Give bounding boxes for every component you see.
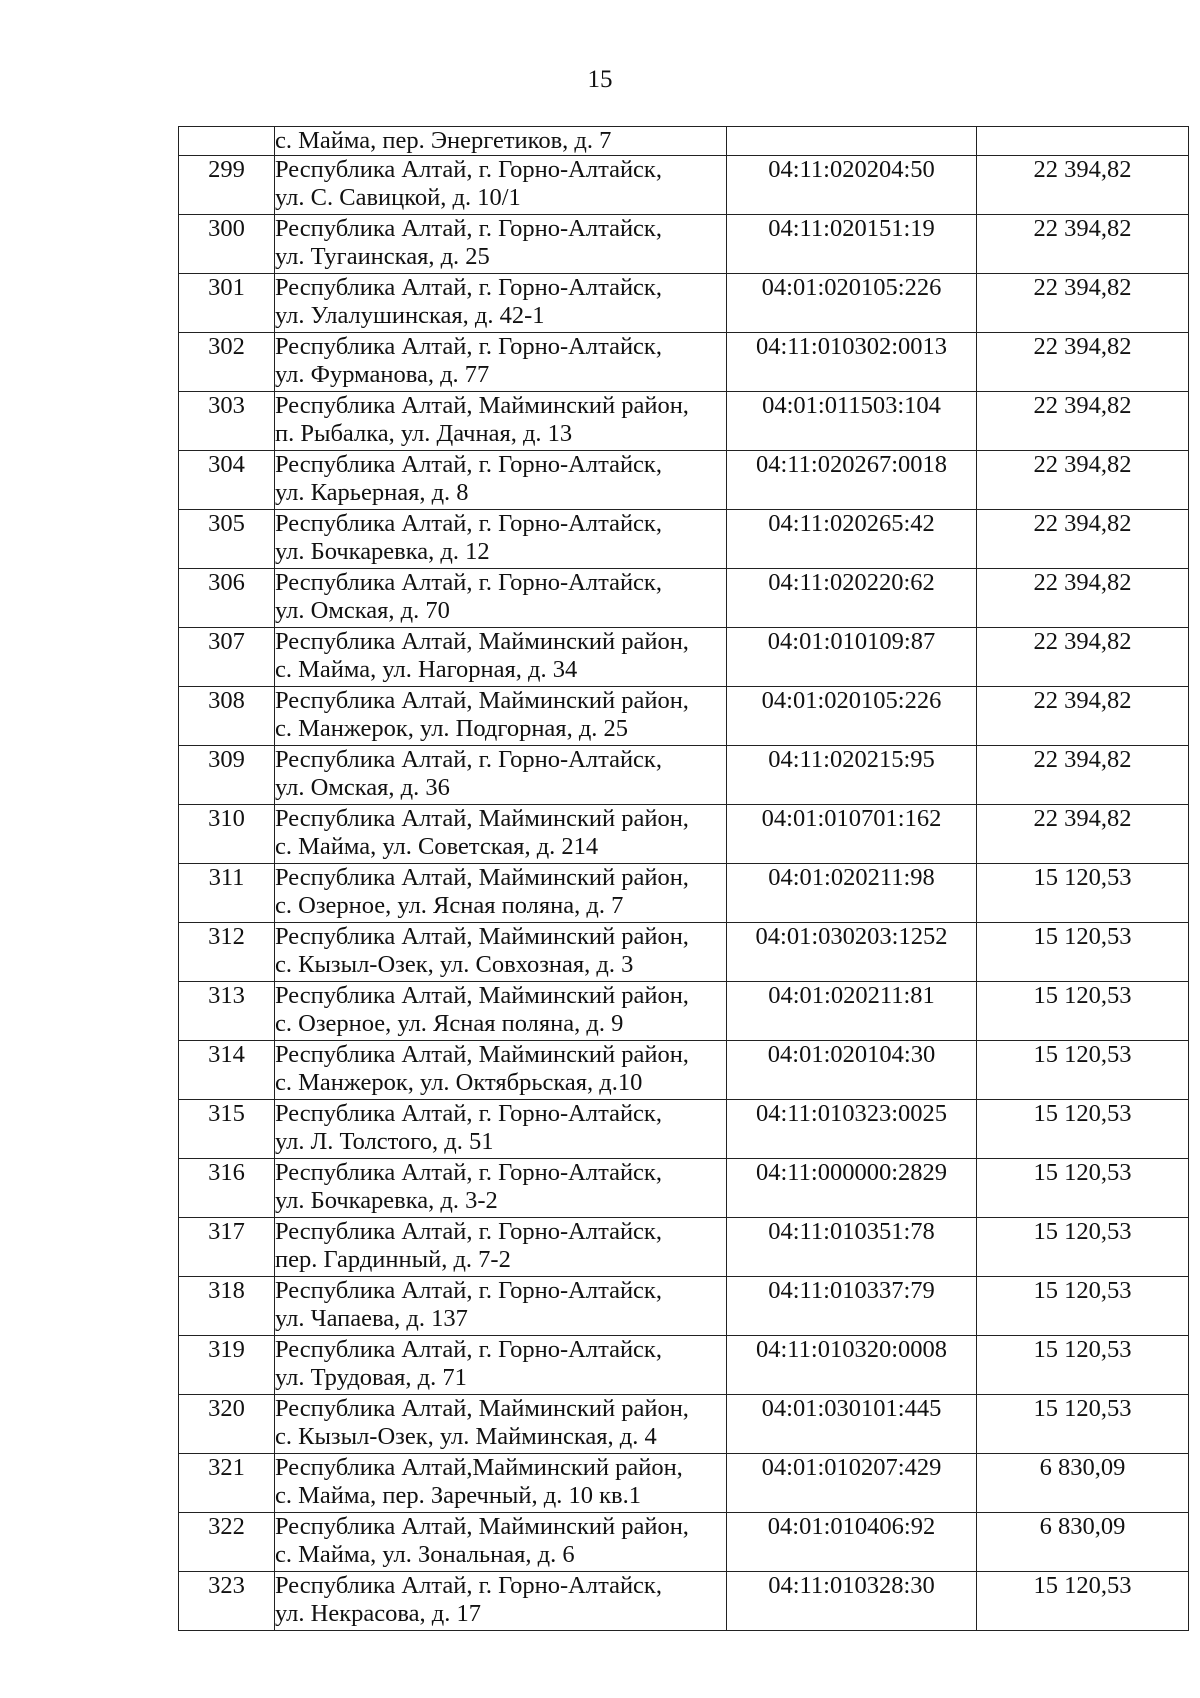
- row-number-cell: 307: [179, 628, 275, 687]
- cost-cell: 22 394,82: [977, 805, 1189, 864]
- row-number-cell: 318: [179, 1277, 275, 1336]
- cost-cell: 22 394,82: [977, 687, 1189, 746]
- cadastral-number-cell: 04:11:020220:62: [727, 569, 977, 628]
- row-number-cell: 311: [179, 864, 275, 923]
- row-number-cell: 308: [179, 687, 275, 746]
- table-row: [179, 864, 1189, 923]
- address-cell: [275, 569, 727, 628]
- table-row: [179, 392, 1189, 451]
- address-line-2: ул. Омская, д. 36: [275, 774, 450, 801]
- property-table: [178, 126, 1189, 1631]
- address-line-1: Республика Алтай, г. Горно-Алтайск,: [275, 274, 662, 301]
- cadastral-number-cell: 04:11:020204:50: [727, 156, 977, 215]
- address-cell: [275, 1277, 727, 1336]
- row-number-cell: 315: [179, 1100, 275, 1159]
- address-cell: [275, 746, 727, 805]
- address-line-2: с. Кызыл-Озек, ул. Майминская, д. 4: [275, 1423, 657, 1450]
- cost-cell: 6 830,09: [977, 1513, 1189, 1572]
- row-number-cell: 305: [179, 510, 275, 569]
- address-cell: [275, 215, 727, 274]
- address-line-2: пер. Гардинный, д. 7-2: [275, 1246, 511, 1273]
- cadastral-number-cell: 04:01:020105:226: [727, 274, 977, 333]
- cost-cell: 22 394,82: [977, 156, 1189, 215]
- table-row: [179, 805, 1189, 864]
- address-line-1: Республика Алтай, Майминский район,: [275, 864, 689, 891]
- address-line-1: Республика Алтай, Майминский район,: [275, 923, 689, 950]
- address-line-2: ул. Трудовая, д. 71: [275, 1364, 467, 1391]
- address-cell: [275, 864, 727, 923]
- table-row: [179, 1159, 1189, 1218]
- address-line: с. Майма, пер. Энергетиков, д. 7: [275, 127, 612, 154]
- table-row: [179, 982, 1189, 1041]
- address-line-2: с. Манжерок, ул. Подгорная, д. 25: [275, 715, 629, 742]
- address-line-1: Республика Алтай, Майминский район,: [275, 1513, 689, 1540]
- row-number-cell: 301: [179, 274, 275, 333]
- address-line-1: Республика Алтай, г. Горно-Алтайск,: [275, 451, 662, 478]
- table-row-continuation: [179, 127, 1189, 156]
- cadastral-number-cell: 04:11:010337:79: [727, 1277, 977, 1336]
- cadastral-number-cell: 04:11:010323:0025: [727, 1100, 977, 1159]
- page-number: 15: [587, 66, 613, 93]
- table-row: [179, 510, 1189, 569]
- address-cell: [275, 156, 727, 215]
- address-line-1: Республика Алтай, г. Горно-Алтайск,: [275, 1218, 662, 1245]
- address-line-1: Республика Алтай, г. Горно-Алтайск,: [275, 1277, 662, 1304]
- address-line-2: ул. Чапаева, д. 137: [275, 1305, 468, 1332]
- address-line-2: ул. Бочкаревка, д. 12: [275, 538, 490, 565]
- cadastral-number-cell: 04:01:020104:30: [727, 1041, 977, 1100]
- address-line-1: Республика Алтай, г. Горно-Алтайск,: [275, 510, 662, 537]
- address-cell: [275, 805, 727, 864]
- row-number-cell: 313: [179, 982, 275, 1041]
- table-row: [179, 1513, 1189, 1572]
- address-cell: [275, 923, 727, 982]
- address-cell: [275, 127, 727, 156]
- row-number-cell: 302: [179, 333, 275, 392]
- cadastral-number-cell: 04:01:011503:104: [727, 392, 977, 451]
- address-line-1: Республика Алтай, г. Горно-Алтайск,: [275, 215, 662, 242]
- cost-cell: 22 394,82: [977, 392, 1189, 451]
- address-line-2: ул. Тугаинская, д. 25: [275, 243, 490, 270]
- row-number-cell: 303: [179, 392, 275, 451]
- cost-cell: 15 120,53: [977, 1277, 1189, 1336]
- address-cell: [275, 1100, 727, 1159]
- row-number-cell: 309: [179, 746, 275, 805]
- cost-cell: 15 120,53: [977, 1572, 1189, 1631]
- cadastral-number-cell: 04:11:010351:78: [727, 1218, 977, 1277]
- cost-cell: 15 120,53: [977, 923, 1189, 982]
- cadastral-number-cell: 04:11:010320:0008: [727, 1336, 977, 1395]
- row-number-cell: 322: [179, 1513, 275, 1572]
- address-cell: [275, 1041, 727, 1100]
- row-number-cell: 306: [179, 569, 275, 628]
- address-line-1: Республика Алтай, Майминский район,: [275, 628, 689, 655]
- address-line-2: ул. Фурманова, д. 77: [275, 361, 490, 388]
- address-line-2: ул. Омская, д. 70: [275, 597, 450, 624]
- table-row: [179, 1218, 1189, 1277]
- address-cell: [275, 1159, 727, 1218]
- cadastral-number-cell: 04:11:020215:95: [727, 746, 977, 805]
- row-number-cell: 321: [179, 1454, 275, 1513]
- cadastral-number-cell: 04:11:020267:0018: [727, 451, 977, 510]
- table-row: [179, 1100, 1189, 1159]
- address-cell: [275, 1572, 727, 1631]
- row-number-cell: 300: [179, 215, 275, 274]
- address-line-1: Республика Алтай, Майминский район,: [275, 687, 689, 714]
- cost-cell: 15 120,53: [977, 1159, 1189, 1218]
- cadastral-cell: [727, 127, 977, 156]
- table-row: [179, 628, 1189, 687]
- address-line-2: ул. Л. Толстого, д. 51: [275, 1128, 494, 1155]
- row-number-cell: 299: [179, 156, 275, 215]
- cadastral-number-cell: 04:01:010406:92: [727, 1513, 977, 1572]
- cost-cell: 15 120,53: [977, 1100, 1189, 1159]
- cadastral-number-cell: 04:11:010302:0013: [727, 333, 977, 392]
- cadastral-number-cell: 04:01:030203:1252: [727, 923, 977, 982]
- cadastral-number-cell: 04:11:020265:42: [727, 510, 977, 569]
- address-line-2: с. Майма, ул. Советская, д. 214: [275, 833, 599, 860]
- address-cell: [275, 392, 727, 451]
- row-number-cell: 323: [179, 1572, 275, 1631]
- row-number-cell: 312: [179, 923, 275, 982]
- cost-cell: 15 120,53: [977, 864, 1189, 923]
- address-line-1: Республика Алтай, г. Горно-Алтайск,: [275, 1100, 662, 1127]
- address-line-2: ул. Некрасова, д. 17: [275, 1600, 481, 1627]
- row-number-cell: 316: [179, 1159, 275, 1218]
- address-cell: [275, 510, 727, 569]
- cost-cell: 6 830,09: [977, 1454, 1189, 1513]
- address-line-2: с. Майма, пер. Заречный, д. 10 кв.1: [275, 1482, 641, 1509]
- cost-cell: 15 120,53: [977, 1041, 1189, 1100]
- cost-cell: 22 394,82: [977, 333, 1189, 392]
- address-line-2: с. Майма, ул. Зональная, д. 6: [275, 1541, 575, 1568]
- cadastral-number-cell: 04:01:020105:226: [727, 687, 977, 746]
- address-line-1: Республика Алтай, Майминский район,: [275, 1041, 689, 1068]
- address-line-2: ул. Бочкаревка, д. 3-2: [275, 1187, 498, 1214]
- row-number-cell: [179, 127, 275, 156]
- row-number-cell: 319: [179, 1336, 275, 1395]
- cadastral-number-cell: 04:11:020151:19: [727, 215, 977, 274]
- address-line-1: Республика Алтай, г. Горно-Алтайск,: [275, 1572, 662, 1599]
- address-cell: [275, 274, 727, 333]
- cadastral-number-cell: 04:11:000000:2829: [727, 1159, 977, 1218]
- address-line-2: с. Озерное, ул. Ясная поляна, д. 7: [275, 892, 624, 919]
- cadastral-number-cell: 04:01:010207:429: [727, 1454, 977, 1513]
- address-cell: [275, 333, 727, 392]
- address-cell: [275, 628, 727, 687]
- cadastral-number-cell: 04:01:010701:162: [727, 805, 977, 864]
- cost-cell: [977, 127, 1189, 156]
- table-row: [179, 569, 1189, 628]
- address-line-1: Республика Алтай, г. Горно-Алтайск,: [275, 333, 662, 360]
- cost-cell: 15 120,53: [977, 1395, 1189, 1454]
- table-row: [179, 156, 1189, 215]
- row-number-cell: 304: [179, 451, 275, 510]
- address-line-1: Республика Алтай, г. Горно-Алтайск,: [275, 1336, 662, 1363]
- table-row: [179, 333, 1189, 392]
- table-row: [179, 687, 1189, 746]
- table-row: [179, 746, 1189, 805]
- address-cell: [275, 1336, 727, 1395]
- address-line-1: Республика Алтай, г. Горно-Алтайск,: [275, 1159, 662, 1186]
- address-cell: [275, 687, 727, 746]
- cost-cell: 22 394,82: [977, 510, 1189, 569]
- table-row: [179, 1041, 1189, 1100]
- address-line-2: с. Озерное, ул. Ясная поляна, д. 9: [275, 1010, 624, 1037]
- cost-cell: 15 120,53: [977, 1218, 1189, 1277]
- address-line-1: Республика Алтай, г. Горно-Алтайск,: [275, 746, 662, 773]
- address-cell: [275, 1218, 727, 1277]
- cost-cell: 22 394,82: [977, 746, 1189, 805]
- row-number-cell: 310: [179, 805, 275, 864]
- cost-cell: 15 120,53: [977, 1336, 1189, 1395]
- address-cell: [275, 1395, 727, 1454]
- address-line-2: с. Майма, ул. Нагорная, д. 34: [275, 656, 578, 683]
- cost-cell: 22 394,82: [977, 569, 1189, 628]
- cadastral-number-cell: 04:01:020211:98: [727, 864, 977, 923]
- address-line-1: Республика Алтай, Майминский район,: [275, 805, 689, 832]
- table-row: [179, 923, 1189, 982]
- table-row: [179, 451, 1189, 510]
- address-line-2: п. Рыбалка, ул. Дачная, д. 13: [275, 420, 573, 447]
- table-row: [179, 1336, 1189, 1395]
- address-cell: [275, 1513, 727, 1572]
- cost-cell: 22 394,82: [977, 628, 1189, 687]
- address-line-1: Республика Алтай, Майминский район,: [275, 1395, 689, 1422]
- table-row: [179, 1277, 1189, 1336]
- address-line-1: Республика Алтай, г. Горно-Алтайск,: [275, 156, 662, 183]
- address-line-1: Республика Алтай, Майминский район,: [275, 392, 689, 419]
- row-number-cell: 314: [179, 1041, 275, 1100]
- address-cell: [275, 982, 727, 1041]
- cost-cell: 15 120,53: [977, 982, 1189, 1041]
- address-line-2: с. Кызыл-Озек, ул. Совхозная, д. 3: [275, 951, 634, 978]
- table-row: [179, 1454, 1189, 1513]
- cadastral-number-cell: 04:11:010328:30: [727, 1572, 977, 1631]
- address-line-2: ул. Улалушинская, д. 42-1: [275, 302, 545, 329]
- address-cell: [275, 451, 727, 510]
- address-line-2: ул. С. Савицкой, д. 10/1: [275, 184, 521, 211]
- address-line-2: ул. Карьерная, д. 8: [275, 479, 469, 506]
- address-line-1: Республика Алтай, г. Горно-Алтайск,: [275, 569, 662, 596]
- row-number-cell: 320: [179, 1395, 275, 1454]
- cadastral-number-cell: 04:01:010109:87: [727, 628, 977, 687]
- cost-cell: 22 394,82: [977, 215, 1189, 274]
- cadastral-number-cell: 04:01:030101:445: [727, 1395, 977, 1454]
- table-row: [179, 215, 1189, 274]
- table-row: [179, 1395, 1189, 1454]
- address-line-1: Республика Алтай, Майминский район,: [275, 982, 689, 1009]
- table-body: [179, 127, 1189, 1631]
- address-line-2: с. Манжерок, ул. Октябрьская, д.10: [275, 1069, 643, 1096]
- cost-cell: 22 394,82: [977, 274, 1189, 333]
- table-row: [179, 274, 1189, 333]
- cadastral-number-cell: 04:01:020211:81: [727, 982, 977, 1041]
- row-number-cell: 317: [179, 1218, 275, 1277]
- cost-cell: 22 394,82: [977, 451, 1189, 510]
- address-line-1: Республика Алтай,Майминский район,: [275, 1454, 683, 1481]
- address-cell: [275, 1454, 727, 1513]
- table-row: [179, 1572, 1189, 1631]
